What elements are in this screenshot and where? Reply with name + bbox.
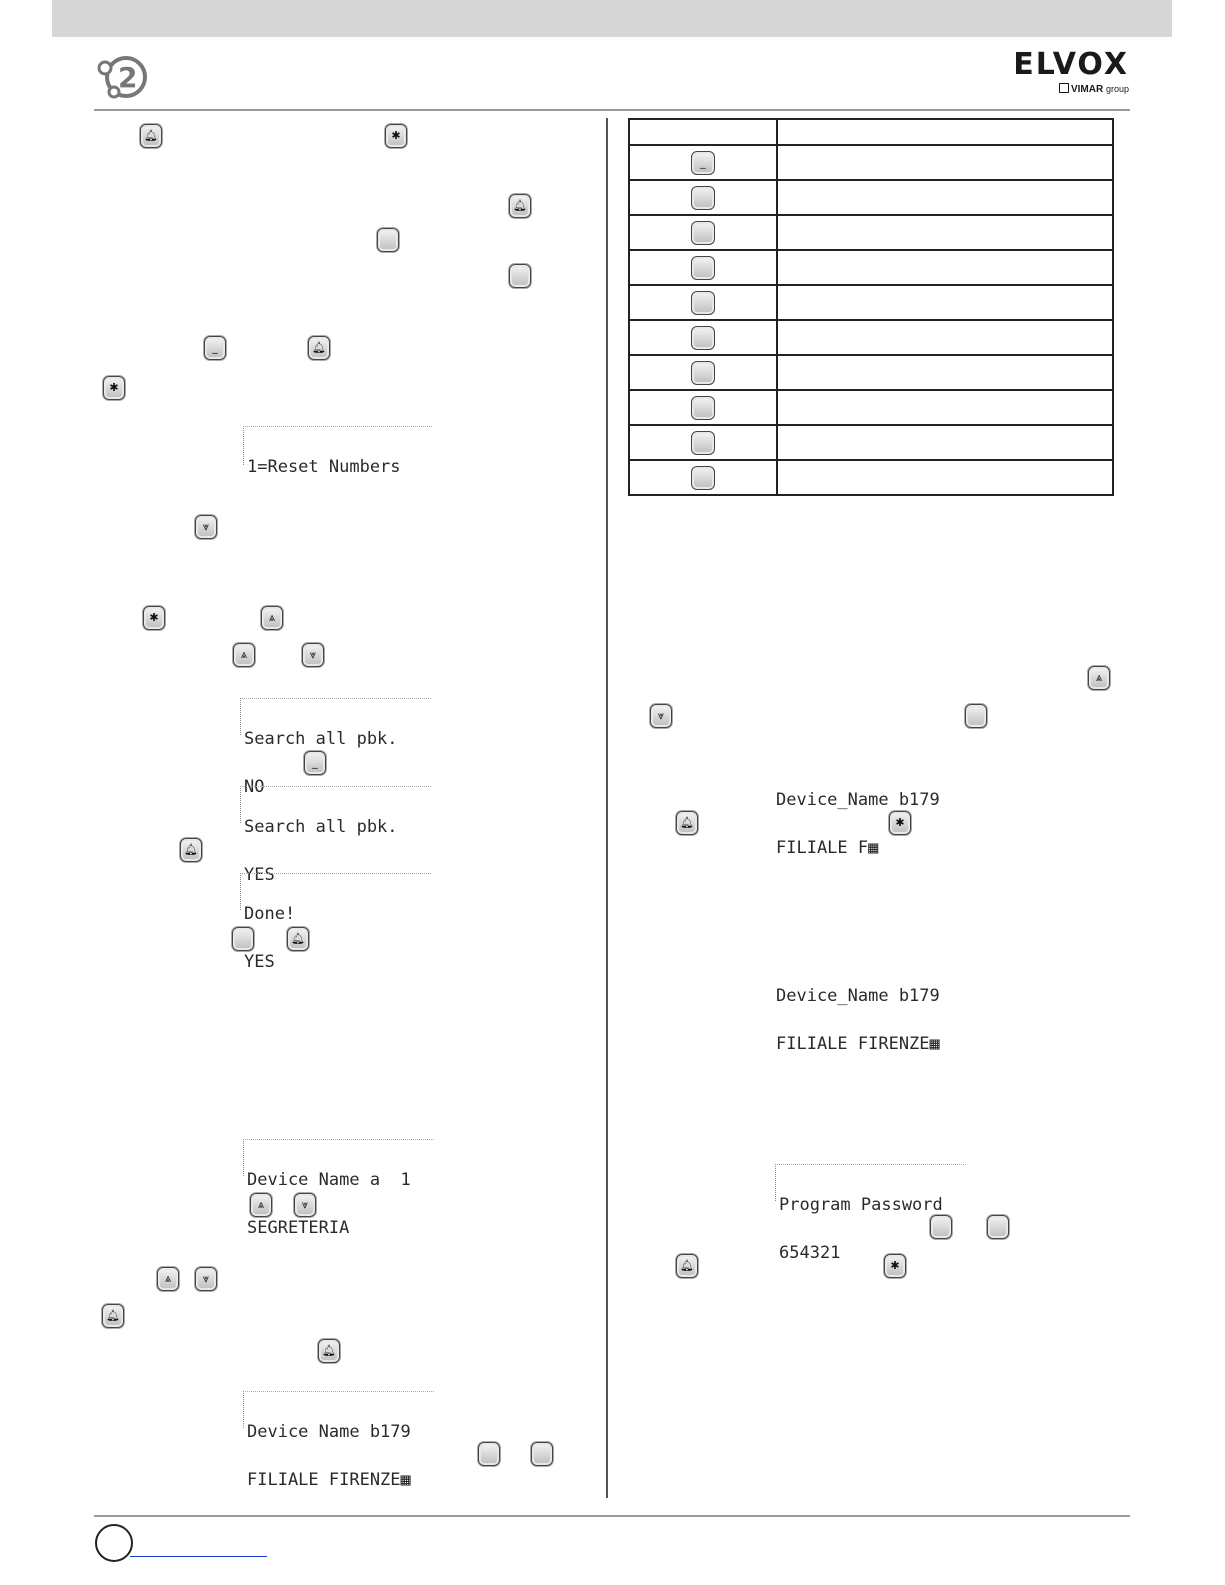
key-table-header-function <box>777 119 1113 145</box>
blank-key-icon <box>691 221 715 245</box>
table-row <box>629 320 1113 355</box>
blank-key-icon <box>930 1215 952 1239</box>
lcd-device-name-b-f: Device_Name b179 FILIALE F▦ <box>776 790 940 858</box>
lcd-device-name-b-right: Device_Name b179 FILIALE FIRENZE▦ <box>776 986 940 1054</box>
lcd-search-no: Search all pbk. NO <box>240 698 431 735</box>
underscore-key-icon: _ <box>691 151 715 175</box>
blank-key-icon <box>691 256 715 280</box>
down-arrow-key-icon: ⩔ <box>195 515 217 539</box>
up-arrow-key-icon: ⩓ <box>1088 666 1110 690</box>
up-arrow-key-icon: ⩓ <box>261 606 283 630</box>
down-arrow-key-icon: ⩔ <box>302 643 324 667</box>
column-divider <box>606 118 608 1498</box>
blank-key-icon <box>691 396 715 420</box>
table-row <box>629 390 1113 425</box>
star-key-icon: ✱ <box>143 606 165 630</box>
bell-key-icon: 🔔︎ <box>287 927 309 951</box>
blank-key-icon <box>691 291 715 315</box>
svg-text:2: 2 <box>118 61 138 94</box>
blank-key-icon <box>965 704 987 728</box>
table-row <box>629 460 1113 495</box>
bell-key-icon: 🔔︎ <box>102 1304 124 1328</box>
blank-key-icon <box>691 466 715 490</box>
underscore-key-icon: _ <box>304 751 326 775</box>
blank-key-icon <box>478 1442 500 1466</box>
table-row <box>629 355 1113 390</box>
page-number-circle <box>95 1524 133 1562</box>
blank-key-icon <box>232 927 254 951</box>
bell-key-icon: 🔔︎ <box>318 1339 340 1363</box>
blank-key-icon <box>509 264 531 288</box>
star-key-icon: ✱ <box>884 1254 906 1278</box>
lcd-reset-numbers: 1=Reset Numbers <box>243 426 432 465</box>
down-arrow-key-icon: ⩔ <box>650 704 672 728</box>
blank-key-icon <box>531 1442 553 1466</box>
blank-key-icon <box>691 186 715 210</box>
bell-key-icon: 🔔︎ <box>180 838 202 862</box>
lcd-done: Done! YES <box>240 873 431 910</box>
bell-key-icon: 🔔︎ <box>140 124 162 148</box>
bell-key-icon: 🔔︎ <box>676 1254 698 1278</box>
table-row <box>629 215 1113 250</box>
star-key-icon: ✱ <box>103 376 125 400</box>
down-arrow-key-icon: ⩔ <box>294 1193 316 1217</box>
up-arrow-key-icon: ⩓ <box>157 1267 179 1291</box>
blank-key-icon <box>691 361 715 385</box>
vimar-square-icon <box>1059 83 1069 93</box>
lcd-device-name-a: Device Name a 1 SEGRETERIA <box>243 1139 434 1176</box>
bell-key-icon: 🔔︎ <box>308 336 330 360</box>
star-key-icon: ✱ <box>889 811 911 835</box>
key-table-header-key <box>629 119 777 145</box>
table-row <box>629 180 1113 215</box>
up-arrow-key-icon: ⩓ <box>250 1193 272 1217</box>
blank-key-icon <box>691 431 715 455</box>
lcd-program-password: Program Password 654321 <box>775 1164 966 1201</box>
bell-key-icon: 🔔︎ <box>509 194 531 218</box>
star-key-icon: ✱ <box>385 124 407 148</box>
table-row <box>629 285 1113 320</box>
lcd-device-name-b-left: Device Name b179 FILIALE FIRENZE▦ <box>243 1391 434 1428</box>
lcd-search-yes: Search all pbk. YES <box>240 786 431 823</box>
footer-rule <box>94 1515 1130 1517</box>
top-bar <box>52 0 1172 37</box>
bell-key-icon: 🔔︎ <box>676 811 698 835</box>
blank-key-icon <box>691 326 715 350</box>
blank-key-icon <box>377 228 399 252</box>
due-fili-logo-icon <box>94 50 152 102</box>
key-table-header-row <box>629 119 1113 145</box>
underscore-key-icon: _ <box>204 336 226 360</box>
brand-name: ELVOX <box>1013 47 1129 82</box>
key-table <box>628 118 1114 496</box>
brand-group: VIMAR group <box>989 83 1129 95</box>
header-rule <box>94 109 1130 111</box>
up-arrow-key-icon: ⩓ <box>233 643 255 667</box>
table-row <box>629 425 1113 460</box>
footer-link-underline[interactable] <box>130 1556 267 1557</box>
table-row <box>629 145 1113 180</box>
brand-logo <box>989 47 1129 102</box>
table-row <box>629 250 1113 285</box>
blank-key-icon <box>987 1215 1009 1239</box>
down-arrow-key-icon: ⩔ <box>195 1267 217 1291</box>
